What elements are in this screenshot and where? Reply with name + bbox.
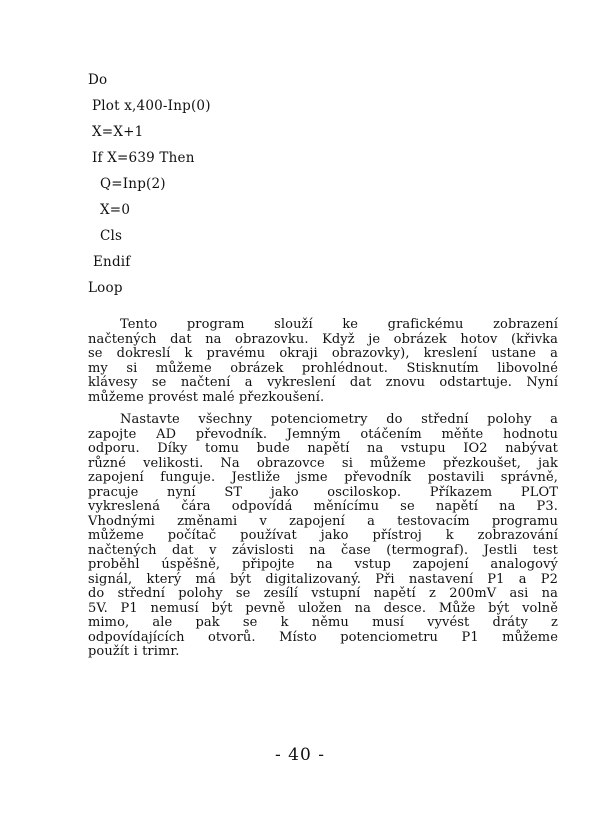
paragraph-line: vykreslená čára odpovídá měnícímu se napětí na P3.: [88, 499, 558, 514]
paragraph-line: načtených dat na obrazovku. Když je obrázek hotov (křivka: [88, 331, 558, 347]
code-line-cls: Cls: [100, 228, 123, 244]
code-line-if: If X=639 Then: [92, 150, 195, 166]
paragraph-line: signál, který má být digitalizovaný. Při nastavení P1 a P2: [88, 571, 558, 587]
paragraph-line: do střední polohy se zesílí vstupní napětí z 200mV asi na: [88, 586, 558, 601]
paragraph-line: můžeme provést malé přezkoušení.: [88, 389, 325, 405]
paragraph-line: různé velikosti. Na obrazovce si můžeme přezkoušet, jak: [88, 455, 558, 471]
paragraph-line: Tento program slouží ke grafickému zobrazení: [120, 317, 558, 332]
code-line-input: Q=Inp(2): [100, 176, 166, 192]
paragraph-program-description: [88, 318, 558, 405]
paragraph-line: proběhl úspěšně, připojte na vstup zapojení analogový: [88, 557, 558, 572]
code-line-increment: X=X+1: [92, 124, 144, 140]
code-line-loop: Loop: [88, 280, 123, 296]
paragraph-line: Vhodnými změnami v zapojení a testovacím programu: [88, 513, 558, 529]
paragraph-line: Nastavte všechny potenciometry do střední polohy a: [120, 412, 558, 427]
page-number: - 40 -: [275, 745, 325, 765]
code-line-plot: Plot x,400-Inp(0): [92, 98, 211, 114]
paragraph-line: načtených dat v závislosti na čase (termograf). Jestli test: [88, 542, 558, 558]
code-line-endif: Endif: [93, 254, 131, 270]
code-line-reset: X=0: [100, 202, 131, 218]
paragraph-test-instructions: [88, 413, 558, 660]
paragraph-line: zapojení funguje. Jestliže jsme převodník postavili správně,: [88, 470, 558, 485]
paragraph-line: 5V. P1 nemusí být pevně uložen na desce. Může být volně: [88, 600, 558, 616]
paragraph-line: odporu. Díky tomu bude napětí na vstupu IO2 nabývat: [88, 441, 558, 456]
paragraph-line: pracuje nyní ST jako osciloskop. Příkazem PLOT: [88, 484, 558, 500]
paragraph-line: použít i trimr.: [88, 644, 180, 659]
paragraph-line: můžeme počítač používat jako přístroj k zobrazování: [88, 528, 558, 543]
paragraph-line: mimo, ale pak se k němu musí vyvést dráty z: [88, 615, 558, 630]
paragraph-line: odpovídajících otvorů. Místo potenciometru P1 můžeme: [88, 629, 558, 645]
code-line-do: Do: [88, 72, 108, 88]
paragraph-line: my si můžeme obrázek prohlédnout. Stisknutím libovolné: [88, 360, 558, 376]
paragraph-line: zapojte AD převodník. Jemným otáčením měňte hodnotu: [88, 426, 558, 442]
paragraph-line: se dokreslí k pravému okraji obrazovky), kreslení ustane a: [88, 346, 558, 361]
paragraph-line: klávesy se načtení a vykreslení dat znovu odstartuje. Nyní: [88, 375, 558, 390]
